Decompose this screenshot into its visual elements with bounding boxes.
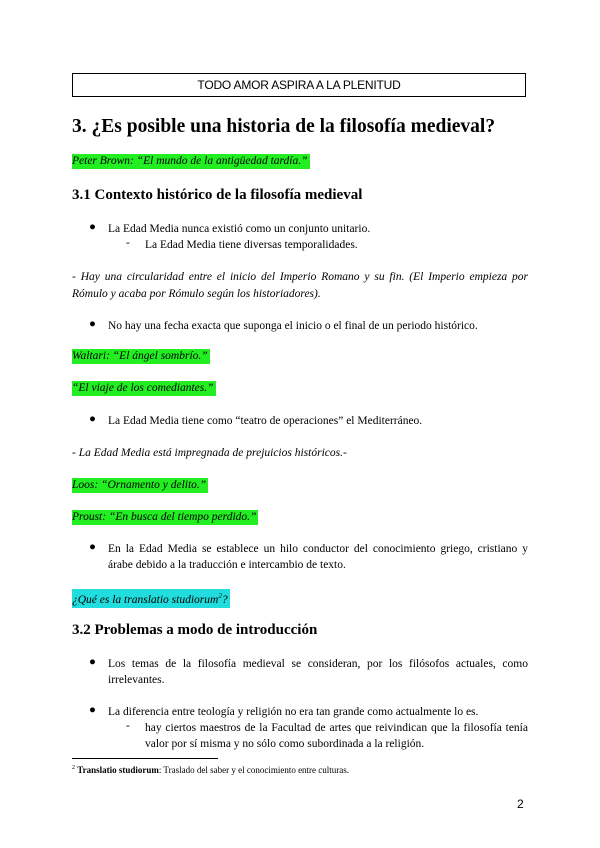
quote-waltari: Waltari: “El ángel sombrío.” [72,350,208,362]
quote-loos: Loos: “Ornamento y delito.” [72,479,207,491]
sub-bullet-item: hay ciertos maestros de la Facultad de artes que reivindican que la filosofía tenía valor por sí misma y no sólo como subordinada a la religión. [145,722,528,750]
footnote-divider [72,758,218,759]
bullet-icon: ● [89,413,96,425]
bullet-item: Los temas de la filosofía medieval se consideran, por los filósofos actuales, como irrelevantes. [108,658,528,686]
translatio-question: ¿Qué es la translatio studiorum [72,593,219,606]
footnote-text: : Traslado del saber y el conocimiento entre culturas. [158,765,350,775]
quote-translatio: ¿Qué es la translatio studiorum$^2$? [72,589,230,608]
quote-viaje: “El viaje de los comediantes.” [72,382,214,394]
bullet-item: La diferencia entre teología y religión no era tan grande como actualmente lo es. [108,706,479,718]
subsection-title-3-2: 3.2 Problemas a modo de introducción [72,622,318,638]
bullet-icon: ● [89,541,96,553]
sub-bullet-item: La Edad Media tiene diversas temporalidades. [145,239,358,251]
bullet-icon: ● [89,221,96,233]
subsection-title-3-1: 3.1 Contexto histórico de la filosofía medieval [72,187,363,203]
quote-brown: Peter Brown: “El mundo de la antigüedad tardía.” [72,155,308,167]
bullet-item: No hay una fecha exacta que suponga el inicio o el final de un periodo histórico. [108,320,478,332]
section-title: 3. ¿Es posible una historia de la filosofía medieval? [72,116,496,137]
bullet-item: La Edad Media nunca existió como un conjunto unitario. [108,223,371,235]
bullet-icon: ● [89,704,96,716]
header-title: TODO AMOR ASPIRA A LA PLENITUD [197,78,401,92]
footnote [72,765,349,775]
footnote-ref: 2 [218,592,222,600]
footnote-term: Translatio studiorum [77,765,159,775]
dash-icon: - [126,237,130,249]
quote-proust: Proust: “En busca del tiempo perdido.” [72,511,257,523]
page-number: 2 [517,797,524,811]
bullet-item: En la Edad Media se establece un hilo conductor del conocimiento griego, cristiano y árabe debido a la traducción e intercambio de texto. [108,543,528,571]
note-paragraph: - La Edad Media está impregnada de prejuicios históricos.- [72,447,347,459]
note-paragraph: - Hay una circularidad entre el inicio del Imperio Romano y su fin. (El Imperio empieza por Rómulo y acaba por Rómulo según los historiadores). [72,271,528,300]
bullet-icon: ● [89,656,96,668]
page-header [72,73,526,97]
dash-icon: - [126,720,130,732]
bullet-item: La Edad Media tiene como “teatro de operaciones” el Mediterráneo. [108,415,423,427]
bullet-icon: ● [89,318,96,330]
footnote-marker: 2 [72,765,75,771]
